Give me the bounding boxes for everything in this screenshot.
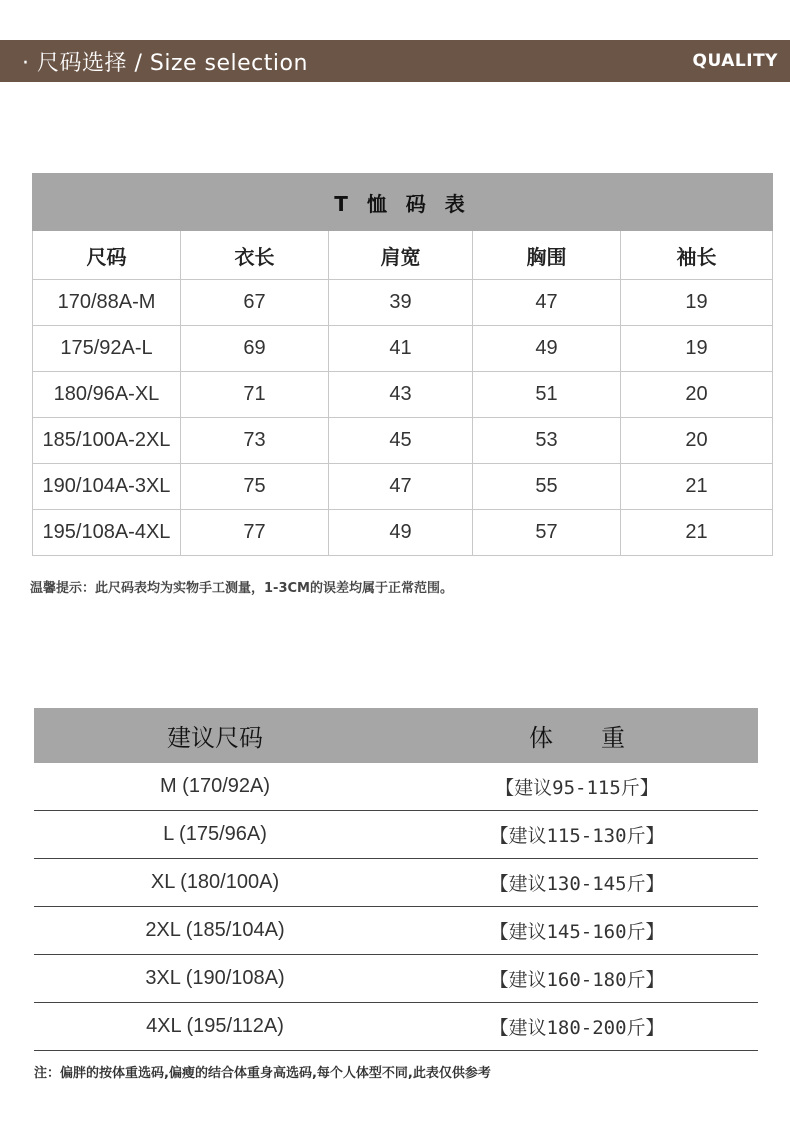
- cell-chest: 49: [473, 326, 621, 372]
- cell-length: 69: [181, 326, 329, 372]
- header-recommended-size: 建议尺码: [34, 708, 396, 763]
- cell-chest: 53: [473, 418, 621, 464]
- header-length: 衣长: [181, 231, 329, 280]
- table-row: [34, 955, 758, 1003]
- cell-shoulder: 49: [329, 510, 473, 556]
- cell-sleeve: 21: [621, 510, 773, 556]
- cell-size: 195/108A-4XL: [33, 510, 181, 556]
- rec-table-header-row: [34, 708, 758, 763]
- table-row: [34, 1003, 758, 1051]
- table-row: [34, 763, 758, 811]
- cell-length: 73: [181, 418, 329, 464]
- recommended-size-table: [34, 708, 758, 1051]
- cell-sleeve: 20: [621, 372, 773, 418]
- cell-length: 71: [181, 372, 329, 418]
- cell-shoulder: 41: [329, 326, 473, 372]
- cell-shoulder: 45: [329, 418, 473, 464]
- cell-recommended-size: 3XL (190/108A): [34, 955, 396, 1003]
- cell-size: 180/96A-XL: [33, 372, 181, 418]
- measurement-note: 温馨提示：此尺码表均为实物手工测量，1-3CM的误差均属于正常范围。: [30, 581, 453, 596]
- cell-shoulder: 43: [329, 372, 473, 418]
- cell-weight: 【建议180-200斤】: [396, 1003, 758, 1051]
- banner-title: · 尺码选择 / Size selection: [22, 50, 308, 76]
- cell-length: 67: [181, 280, 329, 326]
- header-sleeve: 袖长: [621, 231, 773, 280]
- cell-weight: 【建议130-145斤】: [396, 859, 758, 907]
- cell-weight: 【建议160-180斤】: [396, 955, 758, 1003]
- table-row: [33, 326, 773, 372]
- cell-weight: 【建议95-115斤】: [396, 763, 758, 811]
- cell-size: 185/100A-2XL: [33, 418, 181, 464]
- cell-sleeve: 19: [621, 280, 773, 326]
- cell-recommended-size: L (175/96A): [34, 811, 396, 859]
- cell-sleeve: 20: [621, 418, 773, 464]
- table-row: [33, 372, 773, 418]
- cell-chest: 51: [473, 372, 621, 418]
- header-shoulder: 肩宽: [329, 231, 473, 280]
- cell-chest: 55: [473, 464, 621, 510]
- cell-shoulder: 47: [329, 464, 473, 510]
- header-size: 尺码: [33, 231, 181, 280]
- cell-length: 77: [181, 510, 329, 556]
- cell-sleeve: 19: [621, 326, 773, 372]
- cell-shoulder: 39: [329, 280, 473, 326]
- cell-chest: 57: [473, 510, 621, 556]
- section-banner: [0, 40, 790, 82]
- cell-recommended-size: 2XL (185/104A): [34, 907, 396, 955]
- table-row: [34, 811, 758, 859]
- cell-length: 75: [181, 464, 329, 510]
- table-row: [34, 859, 758, 907]
- table-row: [33, 464, 773, 510]
- size-advice-note: 注：偏胖的按体重选码,偏瘦的结合体重身高选码,每个人体型不同,此表仅供参考: [34, 1066, 491, 1081]
- cell-weight: 【建议145-160斤】: [396, 907, 758, 955]
- cell-chest: 47: [473, 280, 621, 326]
- cell-recommended-size: 4XL (195/112A): [34, 1003, 396, 1051]
- table-row: [34, 907, 758, 955]
- header-chest: 胸围: [473, 231, 621, 280]
- cell-recommended-size: M (170/92A): [34, 763, 396, 811]
- header-weight: 体 重: [396, 708, 758, 763]
- table-row: [33, 510, 773, 556]
- table-row: [33, 280, 773, 326]
- size-table-header-row: [33, 231, 773, 280]
- cell-weight: 【建议115-130斤】: [396, 811, 758, 859]
- cell-recommended-size: XL (180/100A): [34, 859, 396, 907]
- tshirt-size-table: [32, 173, 773, 556]
- cell-sleeve: 21: [621, 464, 773, 510]
- quality-label: QUALITY: [692, 51, 778, 71]
- cell-size: 175/92A-L: [33, 326, 181, 372]
- table-row: [33, 418, 773, 464]
- cell-size: 190/104A-3XL: [33, 464, 181, 510]
- size-table-caption: T 恤 码 表: [33, 174, 773, 231]
- cell-size: 170/88A-M: [33, 280, 181, 326]
- size-table-caption-row: [33, 174, 773, 231]
